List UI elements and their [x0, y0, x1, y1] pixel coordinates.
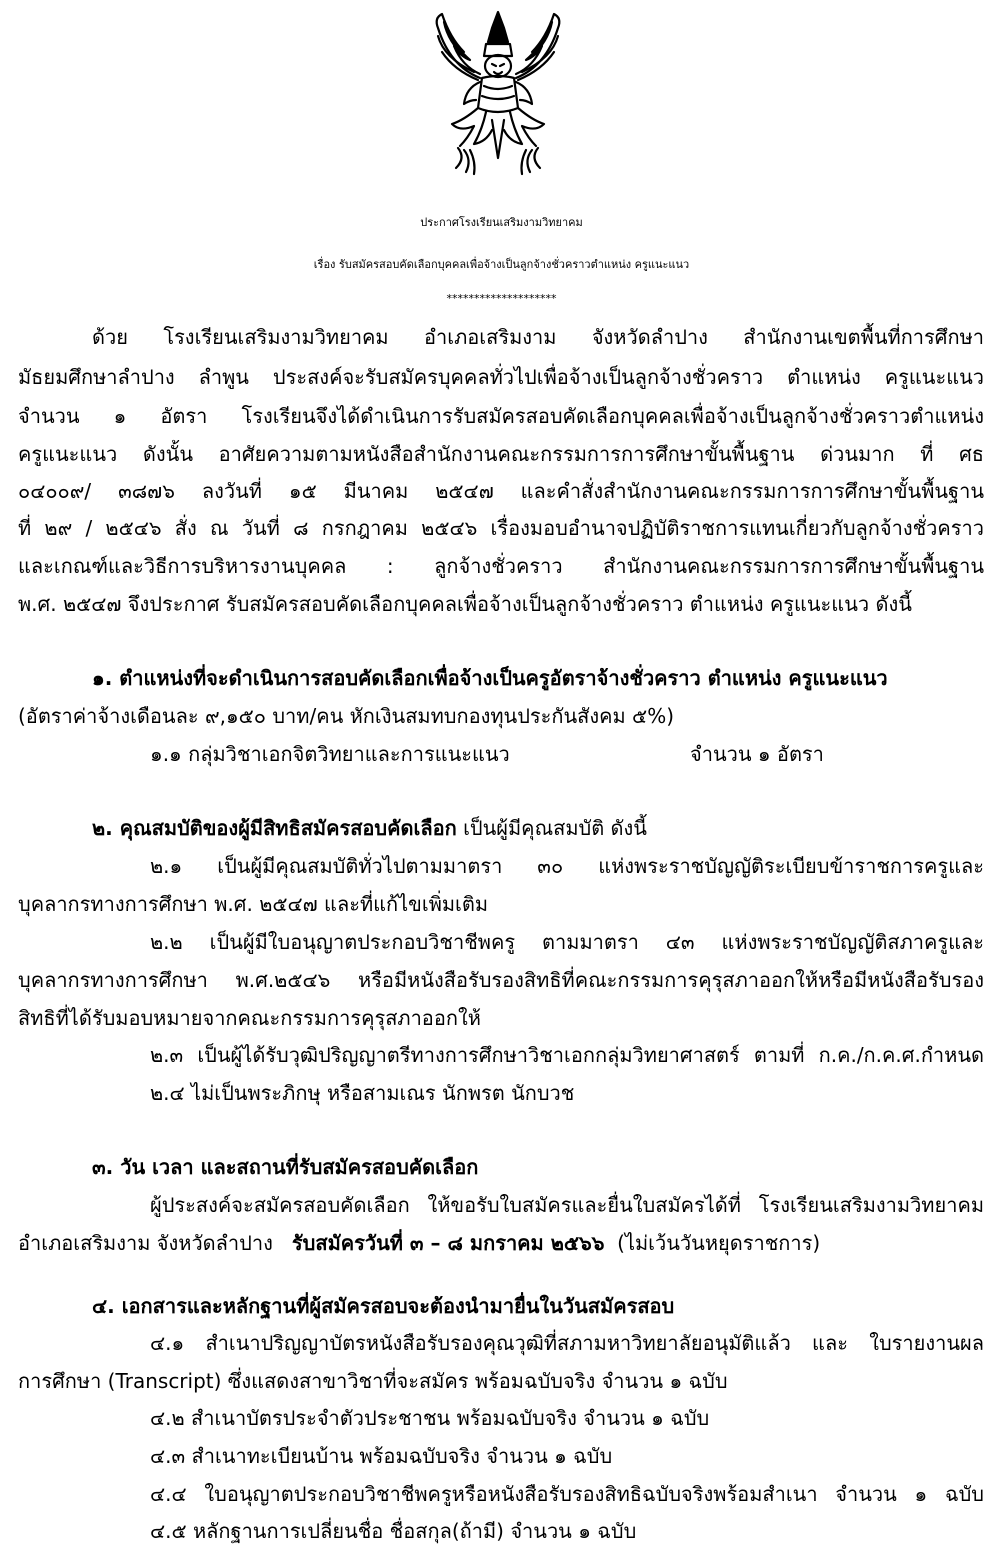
section3-line: ผู้ประสงค์จะสมัครสอบคัดเลือก ให้ขอรับใบสมัครและยื่นใบสมัครได้ที่ โรงเรียนเสริมงามวิทยาคม	[150, 1193, 984, 1217]
section2-line: ๒.๓ เป็นผู้ได้รับวุฒิปริญญาตรีทางการศึกษาวิชาเอกกลุ่มวิทยาศาสตร์ ตามที่ ก.ค./ก.ค.ศ.กำหนด	[150, 1043, 984, 1067]
intro-line: ๐๔๐๐๙/ ๓๘๗๖ ลงวันที่ ๑๕ มีนาคม ๒๕๔๗ และคำสั่งสำนักงานคณะกรรมการการศึกษาขั้นพื้นฐาน	[18, 479, 984, 503]
section1-item-count: จำนวน ๑ อัตรา	[690, 742, 824, 766]
section1-wage-note: (อัตราค่าจ้างเดือนละ ๙,๑๕๐ บาท/คน หักเงินสมทบกองทุนประกันสังคม ๕%)	[18, 704, 674, 728]
section1-item-label: ๑.๑ กลุ่มวิชาเอกจิตวิทยาและการแนะแนว	[150, 742, 510, 766]
section1-heading: ๑. ตำแหน่งที่จะดำเนินการสอบคัดเลือกเพื่อจ้างเป็นครูอัตราจ้างชั่วคราว ตำแหน่ง ครูแนะแนว	[92, 666, 888, 690]
section4-line: ๔.๕ หลักฐานการเปลี่ยนชื่อ ชื่อสกุล(ถ้ามี) จำนวน ๑ ฉบับ	[150, 1519, 637, 1543]
star-divider: ********************	[446, 292, 557, 305]
section2-heading-row	[92, 814, 647, 842]
section4-line: ๔.๒ สำเนาบัตรประจำตัวประชาชน พร้อมฉบับจริง จำนวน ๑ ฉบับ	[150, 1406, 710, 1430]
section4-line: การศึกษา (Transcript) ซึ่งแสดงสาขาวิชาที่จะสมัคร พร้อมฉบับจริง จำนวน ๑ ฉบับ	[18, 1369, 728, 1393]
section3-note: (ไม่เว้นวันหยุดราชการ)	[617, 1231, 821, 1255]
section3-heading: ๓. วัน เวลา และสถานที่รับสมัครสอบคัดเลือก	[92, 1155, 479, 1179]
section2-line: ๒.๑ เป็นผู้มีคุณสมบัติทั่วไปตามมาตรา ๓๐ แห่งพระราชบัญญัติระเบียบข้าราชการครูและ	[150, 854, 984, 878]
announcement-title: ประกาศโรงเรียนเสริมงามวิทยาคม	[420, 216, 583, 229]
section2-line: สิทธิที่ได้รับมอบหมายจากคณะกรรมการคุรุสภาออกให้	[18, 1006, 481, 1030]
intro-line: จำนวน ๑ อัตรา โรงเรียนจึงได้ดำเนินการรับสมัครสอบคัดเลือกบุคคลเพื่อจ้างเป็นลูกจ้างชั่วคราวตำแหน่ง	[18, 404, 984, 428]
intro-line: พ.ศ. ๒๕๔๗ จึงประกาศ รับสมัครสอบคัดเลือกบุคคลเพื่อจ้างเป็นลูกจ้างชั่วคราว ตำแหน่ง ครูแนะแนว ดังนี้	[18, 592, 912, 616]
section4-line: ๔.๔ ใบอนุญาตประกอบวิชาชีพครูหรือหนังสือรับรองสิทธิฉบับจริงพร้อมสำเนา จำนวน ๑ ฉบับ	[150, 1482, 984, 1506]
section4-heading: ๔. เอกสารและหลักฐานที่ผู้สมัครสอบจะต้องนำมายื่นในวันสมัครสอบ	[92, 1294, 675, 1318]
section2-line: บุคลากรทางการศึกษา พ.ศ.๒๕๔๖ หรือมีหนังสือรับรองสิทธิที่คณะกรรมการคุรุสภาออกให้หรือมีหนังสือรับรอง	[18, 968, 984, 992]
intro-line: ครูแนะแนว ดังนั้น อาศัยความตามหนังสือสำนักงานคณะกรรมการการศึกษาขั้นพื้นฐาน ด่วนมาก ที่ ศธ	[18, 442, 984, 466]
intro-line: มัธยมศึกษาลำปาง ลำพูน ประสงค์จะรับสมัครบุคคลทั่วไปเพื่อจ้างเป็นลูกจ้างชั่วคราว ตำแหน่ง ครูแนะแนว	[18, 365, 984, 389]
section3-location: อำเภอเสริมงาม จังหวัดลำปาง	[18, 1231, 273, 1255]
section2-line: ๒.๒ เป็นผู้มีใบอนุญาตประกอบวิชาชีพครู ตามมาตรา ๔๓ แห่งพระราชบัญญัติสภาครูและ	[150, 930, 984, 954]
intro-line: ที่ ๒๙ / ๒๕๔๖ สั่ง ณ วันที่ ๘ กรกฎาคม ๒๕๔๖ เรื่องมอบอำนาจปฏิบัติราชการแทนเกี่ยวกับลูกจ้างชั่วคราว	[18, 516, 984, 540]
garuda-emblem-icon	[430, 8, 566, 178]
section2-heading-tail: เป็นผู้มีคุณสมบัติ ดังนี้	[463, 816, 647, 840]
intro-line: ด้วย โรงเรียนเสริมงามวิทยาคม อำเภอเสริมงาม จังหวัดลำปาง สำนักงานเขตพื้นที่การศึกษา	[92, 325, 984, 349]
section3-dates: รับสมัครวันที่ ๓ – ๘ มกราคม ๒๕๖๖	[291, 1231, 605, 1255]
section2-line: บุคลากรทางการศึกษา พ.ศ. ๒๕๔๗ และที่แก้ไขเพิ่มเติม	[18, 892, 489, 916]
section3-line2	[18, 1229, 820, 1257]
announcement-subject: เรื่อง รับสมัครสอบคัดเลือกบุคคลเพื่อจ้างเป็นลูกจ้างชั่วคราวตำแหน่ง ครูแนะแนว	[313, 258, 690, 271]
section4-line: ๔.๑ สำเนาปริญญาบัตรหนังสือรับรองคุณวุฒิที่สภามหาวิทยาลัยอนุมัติแล้ว และ ใบรายงานผล	[150, 1331, 984, 1355]
section2-heading: ๒. คุณสมบัติของผู้มีสิทธิสมัครสอบคัดเลือก	[92, 816, 457, 840]
section2-line: ๒.๔ ไม่เป็นพระภิกษุ หรือสามเณร นักพรต นักบวช	[150, 1081, 575, 1105]
intro-line: และเกณฑ์และวิธีการบริหารงานบุคคล : ลูกจ้างชั่วคราว สำนักงานคณะกรรมการการศึกษาขั้นพื้นฐาน	[18, 554, 984, 578]
section4-line: ๔.๓ สำเนาทะเบียนบ้าน พร้อมฉบับจริง จำนวน ๑ ฉบับ	[150, 1444, 613, 1468]
